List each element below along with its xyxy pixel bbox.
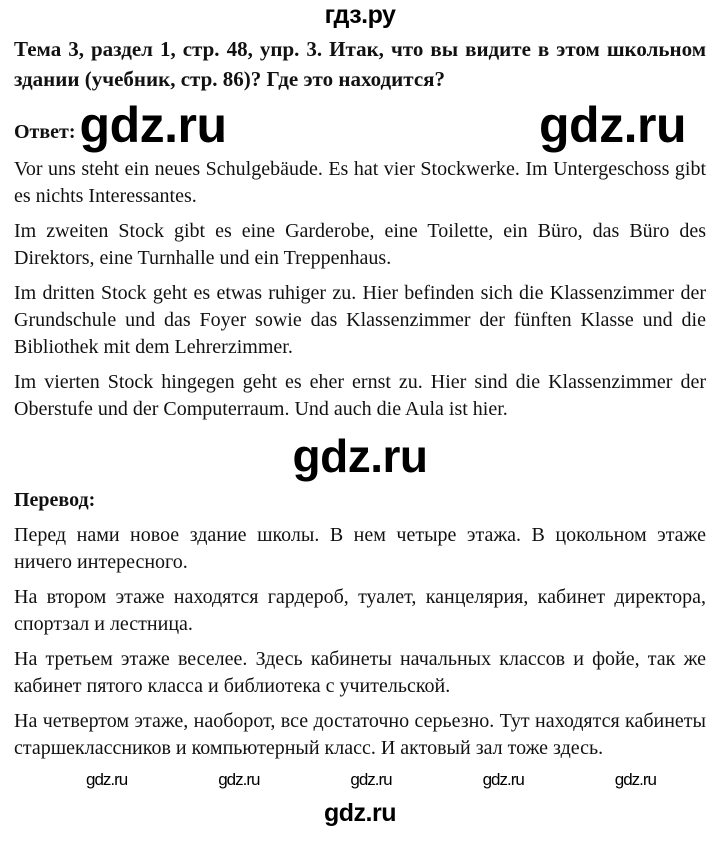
header-watermark: гдз.ру bbox=[324, 1, 396, 29]
answer-paragraph: Im dritten Stock geht es etwas ruhiger zu. Hier befinden sich die Klassenzimmer der Grundschule und das Foyer sowie das Klassenzimmer der fünften Klasse und die Bibliothek mit dem Lehrerzimmer. bbox=[14, 282, 706, 358]
small-watermark: gdz.ru bbox=[218, 770, 260, 789]
translation-paragraph: На четвертом этаже, наоборот, все достаточно серьезно. Тут находятся кабинеты старшеклассников и компьютерный класс. И актовый зал тоже здесь. bbox=[14, 710, 706, 759]
answer-paragraph: Im vierten Stock hingegen geht es eher ernst zu. Hier sind die Klassenzimmer der Oberstufe und der Computerraum. Und auch die Aula ist hier. bbox=[14, 371, 706, 420]
small-watermark: gdz.ru bbox=[482, 770, 524, 789]
task-title: Тема 3, раздел 1, стр. 48, упр. 3. Итак, что вы видите в этом школьном здании (учебник, стр. 86)? Где это находится? bbox=[14, 37, 706, 91]
small-watermark: gdz.ru bbox=[350, 770, 392, 789]
translation-paragraph: Перед нами новое здание школы. В нем четыре этажа. В цокольном этаже ничего интересного. bbox=[14, 524, 706, 573]
translation-paragraph: На втором этаже находятся гардероб, туалет, канцелярия, кабинет директора, спортзал и лестница. bbox=[14, 586, 706, 635]
answer-paragraph: Im zweiten Stock gibt es eine Garderobe, eine Toilette, ein Büro, das Büro des Direktors, eine Turnhalle und ein Treppenhaus. bbox=[14, 220, 706, 269]
answer-header-row bbox=[14, 98, 706, 152]
watermark: gdz.ru bbox=[79, 97, 227, 153]
watermark: gdz.ru bbox=[292, 430, 428, 482]
footer-watermark: gdz.ru bbox=[324, 799, 396, 827]
translation-label: Перевод: bbox=[14, 489, 96, 511]
small-watermark: gdz.ru bbox=[614, 770, 656, 789]
answer-label: Ответ: bbox=[14, 121, 76, 143]
translation-paragraph: На третьем этаже веселее. Здесь кабинеты начальных классов и фойе, так же кабинет пятого класса и библиотека с учительской. bbox=[14, 648, 706, 697]
small-watermark-row bbox=[14, 770, 706, 790]
watermark: gdz.ru bbox=[539, 97, 686, 153]
small-watermark: gdz.ru bbox=[86, 770, 128, 789]
answer-paragraph: Vor uns steht ein neues Schulgebäude. Es hat vier Stockwerke. Im Untergeschoss gibt es nichts Interessantes. bbox=[14, 158, 706, 207]
